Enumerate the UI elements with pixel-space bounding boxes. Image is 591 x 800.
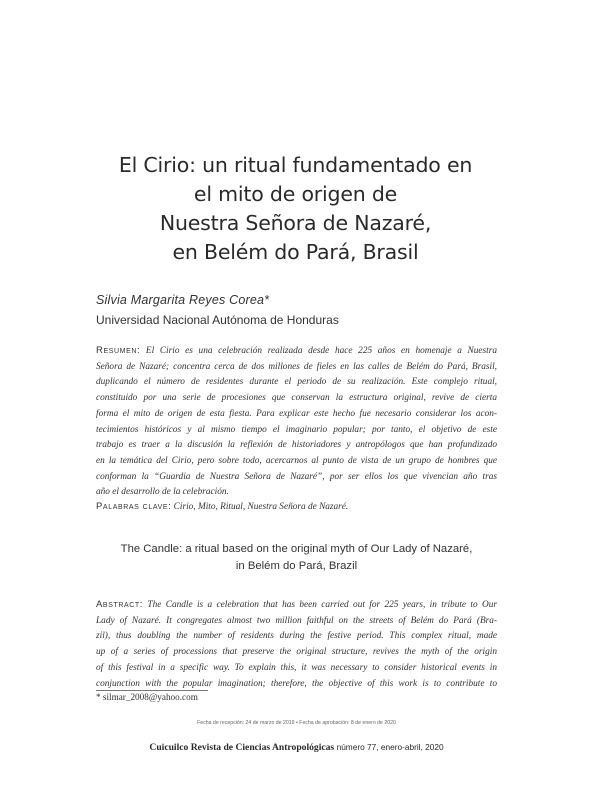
resumen-line: trabajo es traer a la discusión la reflexión de historiadores y antropólogos que han profundizado [96, 440, 497, 451]
resumen-label: Resumen: [96, 345, 141, 356]
resumen-paragraph [96, 343, 497, 501]
resumen-line: año el desarrollo de la celebración. [96, 487, 229, 498]
footnote-divider [96, 690, 208, 691]
english-title-line: in Belém do Pará, Brazil [235, 560, 358, 572]
abstract-line: up of a series of processions that preserve the original structure, revives the myth of the origin [96, 647, 497, 658]
abstract-line: zil), thus doubling the number of residents during the festive period. This complex ritual, made [96, 631, 497, 642]
title-line: Nuestra Señora de Nazaré, [159, 211, 432, 235]
resumen-line: en la temática del Cirio, pero sobre todo, acercarnos al punto de vista de un grupo de hombres que [96, 455, 497, 466]
english-title-line: The Candle: a ritual based on the original myth of Our Lady of Nazaré, [120, 543, 473, 555]
abstract-paragraph [96, 597, 497, 692]
keywords-label: Palabras clave: [96, 501, 172, 512]
resumen-line: duplicando el número de residentes durante el periodo de su realización. Este complejo ritual, [96, 377, 497, 388]
english-title [96, 541, 497, 575]
abstract-text: The Candle is a celebration that has been carried out for 225 years, in tribute to Our [147, 600, 498, 610]
resumen-text: El Cirio es una celebración realizada desde hace 225 años en homenaje a Nuestra [145, 346, 497, 356]
abstract-line: conjunction with the popular imagination; therefore, the objective of this work is to contribute to [96, 678, 497, 689]
submission-dates: Fecha de recepción: 24 de marzo de 2019 ▪ Fecha de aprobación: 8 de enero de 2020 [197, 720, 396, 726]
author-affiliation: Universidad Nacional Autónoma de Honduras [96, 313, 339, 327]
resumen-line: conforman la “Guardia de Nuestra Señora de Nazaré”, por ser ellos los que vivencian año tras [96, 471, 497, 482]
resumen-line: constituido por una serie de procesiones que conservan la estructura original, revive de cierta [96, 393, 497, 404]
journal-footer [96, 742, 497, 753]
resumen-line: tecimientos históricos y al mismo tiempo el imaginario popular; por tanto, el objetivo de este [96, 424, 497, 435]
author-name: Silvia Margarita Reyes Corea* [96, 293, 270, 307]
abstract-label: Abstract: [96, 599, 144, 610]
resumen-line: forma el mito de origen de esta fiesta. Para explicar este hecho fue necesario considerar los acon- [96, 408, 497, 419]
footnote-email: * silmar_2008@yahoo.com [96, 692, 198, 702]
title-line: el mito de origen de [193, 182, 398, 206]
title-line: El Cirio: un ritual fundamentado en [118, 153, 473, 177]
abstract-line: Lady of Nazaré. It congregates almost two million faithful on the streets of Belém do Pará (Bra- [96, 615, 497, 626]
resumen-line: Señora de Nazaré; concentra cerca de dos millones de fieles en las calles de Belém do Pará, Brasil, [96, 361, 497, 372]
journal-name: Cuicuilco Revista de Ciencias Antropológicas [149, 742, 335, 753]
resumen-line-1 [96, 343, 497, 360]
abstract-line-1 [96, 597, 497, 614]
journal-issue: número 77, enero-abril, 2020 [336, 742, 444, 752]
keywords-text: Cirio, Mito, Ritual, Nuestra Señora de Nazaré. [173, 502, 349, 512]
title-line: en Belém do Pará, Brasil [172, 240, 419, 264]
keywords [96, 501, 348, 512]
abstract-line: of this festival in a specific way. To explain this, it was necessary to consider historical events in [96, 662, 497, 673]
